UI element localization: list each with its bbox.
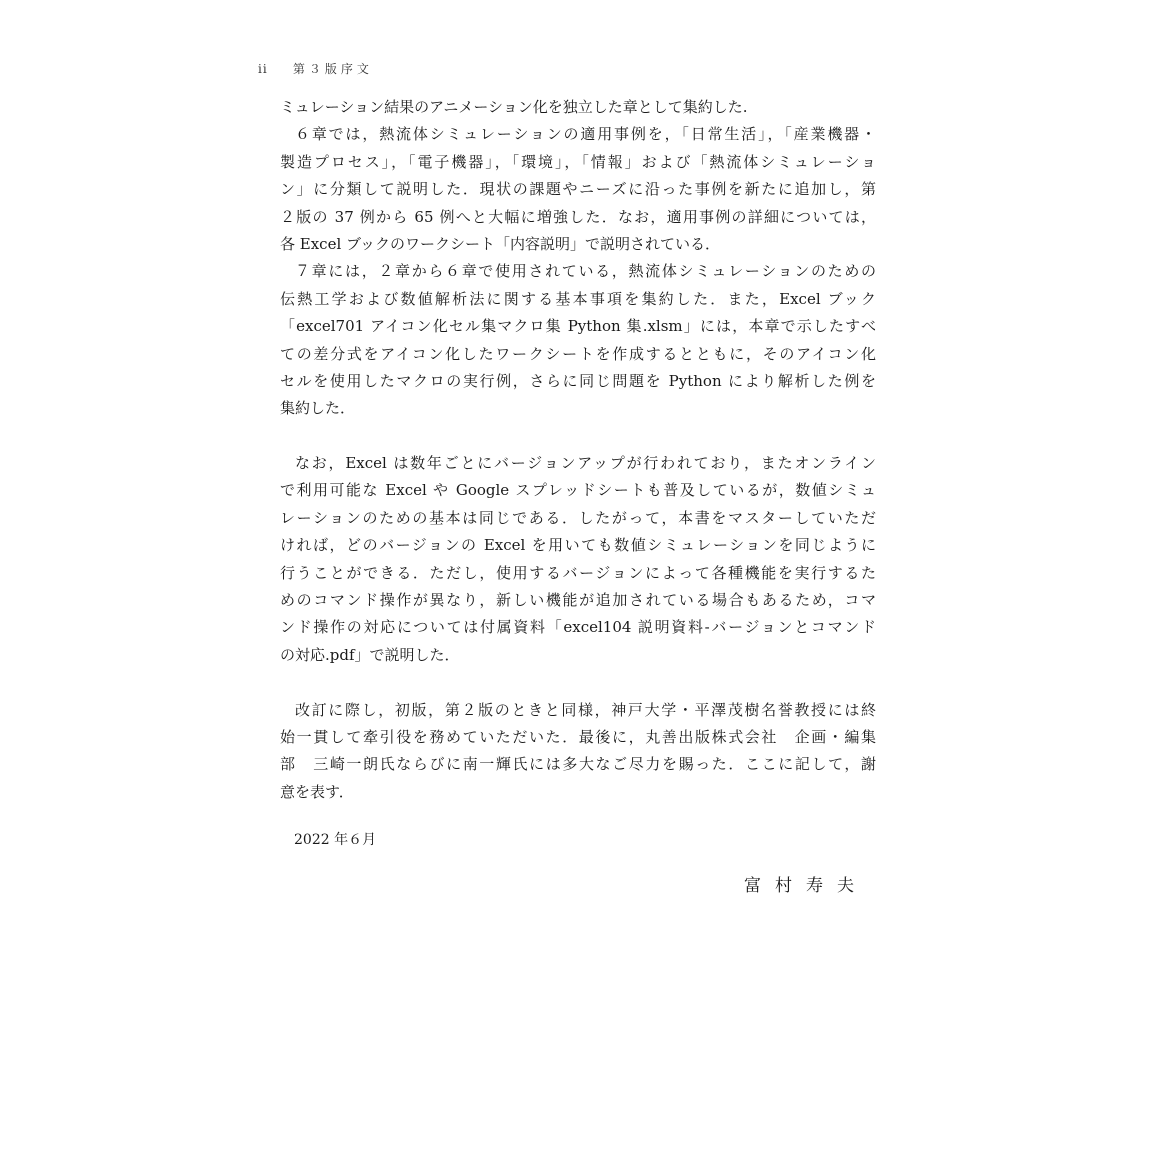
text-line: 改訂に際し，初版，第２版のときと同様，神戸大学・平澤茂樹名誉教授には終 — [295, 700, 876, 719]
text-line: ン」に分類して説明した．現状の課題やニーズに沿った事例を新たに追加し，第 — [280, 180, 876, 199]
preface-date: 2022 年６月 — [294, 832, 377, 848]
body-text — [280, 94, 876, 806]
text-line: 行うことができる．ただし，使用するバージョンによって各種機能を実行するた — [280, 563, 876, 582]
paragraph-gap — [280, 669, 876, 696]
text-line: 集約した． — [280, 399, 356, 418]
text-line: 各 Excel ブックのワークシート「内容説明」で説明されている． — [280, 234, 720, 253]
text-line: 「excel701 アイコン化セル集マクロ集 Python 集.xlsm」には，本章で示したすべ — [280, 317, 876, 336]
text-line: 始一貫して牽引役を務めていただいた．最後に，丸善出版株式会社 企画・編集 — [280, 727, 876, 746]
text-line: 意を表す． — [280, 782, 354, 801]
text-line: の対応.pdf」で説明した． — [280, 645, 460, 664]
text-line: なお，Excel は数年ごとにバージョンアップが行われており，またオンライン — [295, 454, 876, 473]
text-line: ７章には，２章から６章で使用されている，熱流体シミュレーションのための — [295, 262, 876, 281]
text-line: めのコマンド操作が異なり，新しい機能が追加されている場合もあるため，コマ — [280, 591, 876, 610]
section-title: 第３版序文 — [292, 62, 373, 76]
text-line: 製造プロセス」，「電子機器」，「環境」，「情報」および「熱流体シミュレーショ — [280, 152, 876, 171]
text-line: ６章では，熱流体シミュレーションの適用事例を，「日常生活」，「産業機器・ — [295, 125, 876, 144]
text-line: ンド操作の対応については付属資料「excel104 説明資料-バージョンとコマンド — [280, 618, 876, 637]
text-line: ミュレーション結果のアニメーション化を独立した章として集約した. — [280, 98, 748, 116]
text-line: 部 三崎一朗氏ならびに南一輝氏には多大なご尽力を賜った．ここに記して，謝 — [280, 755, 876, 774]
text-line: で利用可能な Excel や Google スプレッドシートも普及しているが，数値シミュ — [280, 481, 876, 500]
text-line: ２版の 37 例から 65 例へと大幅に増強した．なお，適用事例の詳細については， — [280, 207, 876, 226]
paragraph-gap — [280, 423, 876, 450]
text-line: 伝熱工学および数値解析法に関する基本事項を集約した．また，Excel ブック — [280, 289, 876, 308]
running-head — [258, 60, 373, 77]
text-line: セルを使用したマクロの実行例，さらに同じ問題を Python により解析した例を — [280, 371, 876, 390]
author-name: 富村寿夫 — [744, 876, 868, 896]
text-line: ての差分式をアイコン化したワークシートを作成するとともに，そのアイコン化 — [280, 344, 876, 363]
text-line: レーションのための基本は同じである．したがって，本書をマスターしていただ — [280, 508, 876, 527]
text-line: ければ，どのバージョンの Excel を用いても数値シミュレーションを同じように — [280, 536, 876, 555]
page-number: ii — [258, 62, 268, 76]
